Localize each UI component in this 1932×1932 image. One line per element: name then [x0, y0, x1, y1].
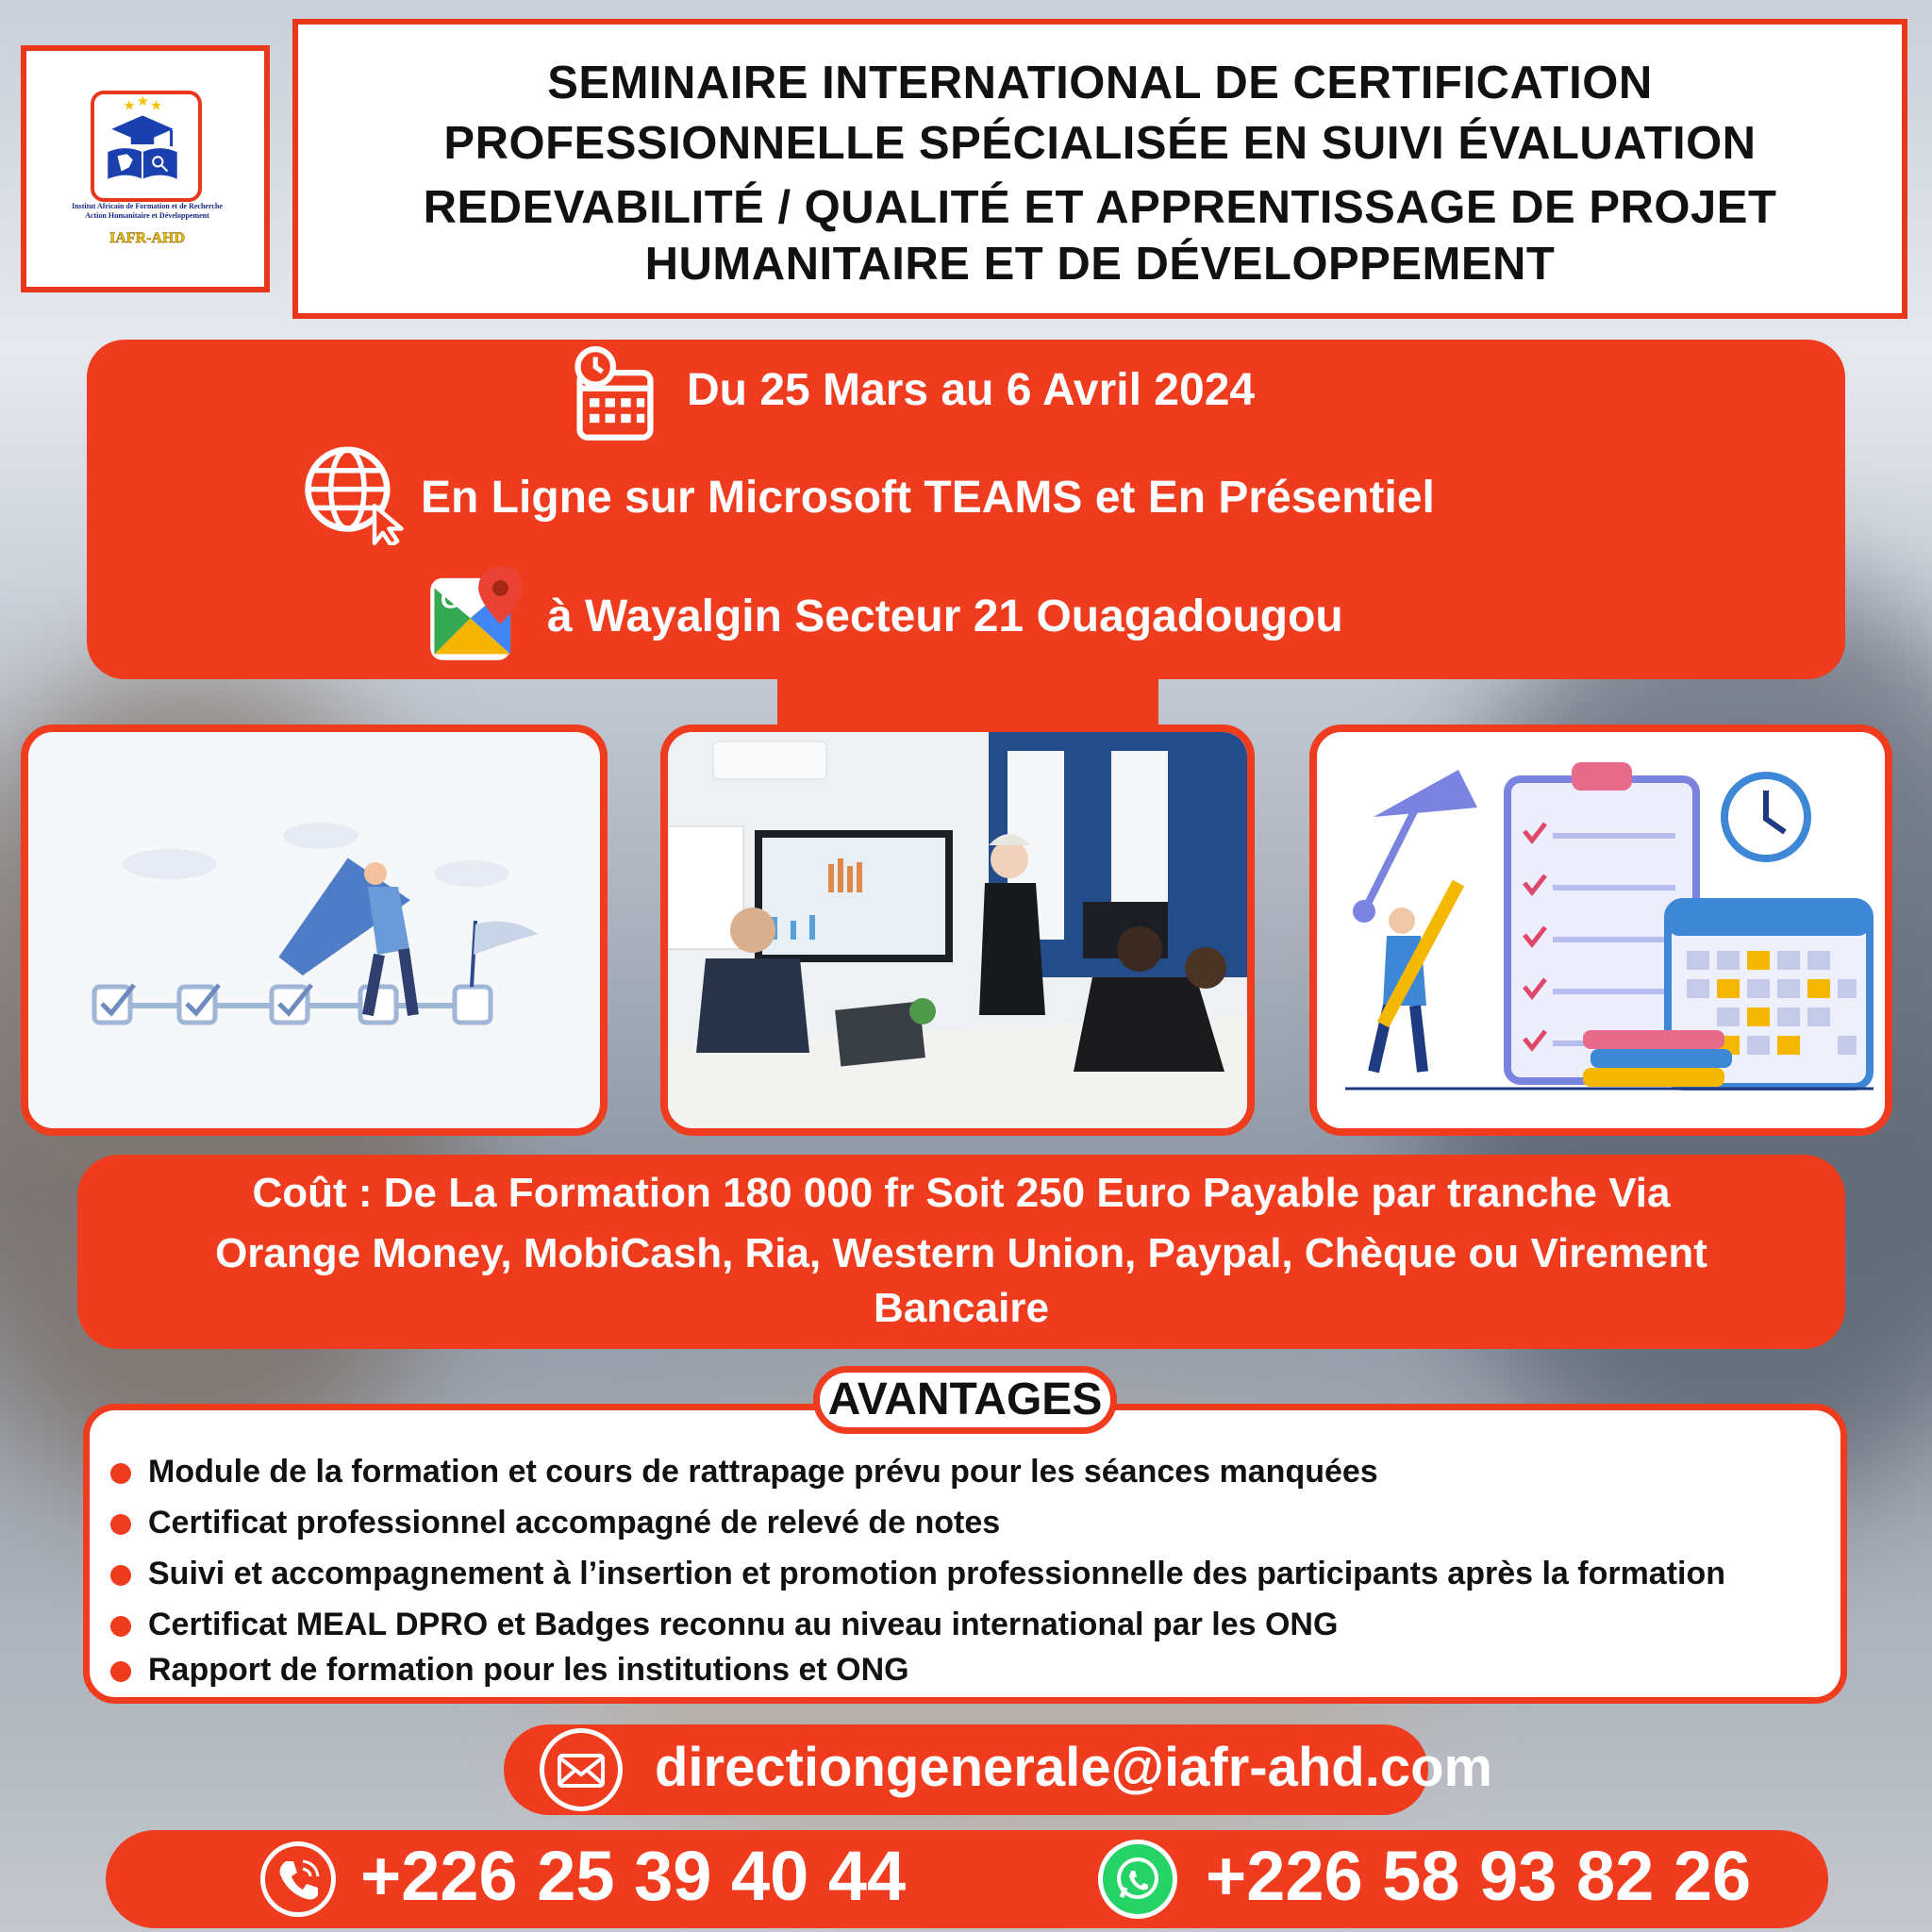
- logo-institute-name: Institut Africain de Formation et de Recherche Action Humanitaire et Développement: [72, 202, 223, 220]
- phone-icon: [260, 1841, 336, 1917]
- graduation-book-icon: [94, 94, 191, 191]
- meeting-photo: [660, 724, 1255, 1136]
- cost-box: [77, 1155, 1845, 1349]
- phone-bar: [106, 1830, 1828, 1928]
- google-maps-icon: [426, 564, 526, 664]
- svg-text:G: G: [440, 584, 461, 614]
- meeting-room-photo: [668, 732, 1247, 1128]
- clipboard-calendar-illustration: [1317, 732, 1885, 1128]
- phone-number[interactable]: +226 25 39 40 44: [360, 1837, 907, 1915]
- advantage-item: Rapport de formation pour les institutions et ONG: [110, 1652, 909, 1689]
- bullet: [110, 1463, 131, 1484]
- bullet: [110, 1565, 131, 1586]
- bullet: [110, 1661, 131, 1682]
- email-link[interactable]: directiongenerale@iafr-ahd.com: [655, 1737, 1493, 1798]
- calendar-clock-icon: [566, 345, 664, 443]
- email-bar[interactable]: [504, 1724, 1493, 1815]
- cost-line-2: Orange Money, MobiCash, Ria, Western Union, Paypal, Chèque ou Virement: [215, 1230, 1707, 1276]
- illustration-progress: [21, 724, 608, 1136]
- bullet: [110, 1514, 131, 1535]
- whatsapp-icon: [1098, 1840, 1177, 1919]
- title-line-4: HUMANITAIRE ET DE DÉVELOPPEMENT: [644, 239, 1556, 290]
- svg-text:★: ★: [123, 98, 136, 114]
- advantage-item: Suivi et accompagnement à l’insertion et promotion professionnelle des participants après la formation: [110, 1556, 1725, 1592]
- svg-text:★: ★: [150, 98, 162, 114]
- advantage-item: Certificat MEAL DPRO et Badges reconnu au niveau international par les ONG: [110, 1607, 1338, 1643]
- title-line-2: PROFESSIONNELLE SPÉCIALISÉE EN SUIVI ÉVALUATION: [443, 118, 1757, 169]
- whatsapp-number[interactable]: +226 58 93 82 26: [1206, 1837, 1752, 1915]
- event-location: à Wayalgin Secteur 21 Ouagadougou: [547, 591, 1343, 641]
- title-line-3: REDEVABILITÉ / QUALITÉ ET APPRENTISSAGE DE PROJET: [423, 182, 1777, 233]
- advantages-box: [83, 1404, 1847, 1704]
- svg-text:★: ★: [136, 94, 149, 110]
- logo-acronym: IAFR-AHD: [109, 230, 185, 246]
- advantage-item: Certificat professionnel accompagné de relevé de notes: [110, 1505, 1000, 1541]
- advantage-item: Module de la formation et cours de rattrapage prévu pour les séances manquées: [110, 1454, 1378, 1491]
- checklist-progress-illustration: [28, 732, 600, 1128]
- bullet: [110, 1616, 131, 1637]
- cost-line-3: Bancaire: [874, 1285, 1049, 1331]
- event-info-box: [87, 340, 1845, 679]
- email-icon: [540, 1728, 623, 1811]
- logo: [21, 45, 270, 292]
- title-line-1: SEMINAIRE INTERNATIONAL DE CERTIFICATION: [547, 58, 1653, 108]
- cost-line-1: Coût : De La Formation 180 000 fr Soit 250 Euro Payable par tranche Via: [252, 1170, 1671, 1216]
- advantages-title: AVANTAGES: [813, 1366, 1117, 1434]
- illustration-planning: [1309, 724, 1892, 1136]
- globe-cursor-icon: [302, 441, 406, 545]
- event-mode: En Ligne sur Microsoft TEAMS et En Présentiel: [421, 473, 1435, 523]
- logo-emblem: [91, 91, 202, 202]
- event-dates: Du 25 Mars au 6 Avril 2024: [687, 365, 1256, 415]
- seminar-title: [292, 19, 1907, 319]
